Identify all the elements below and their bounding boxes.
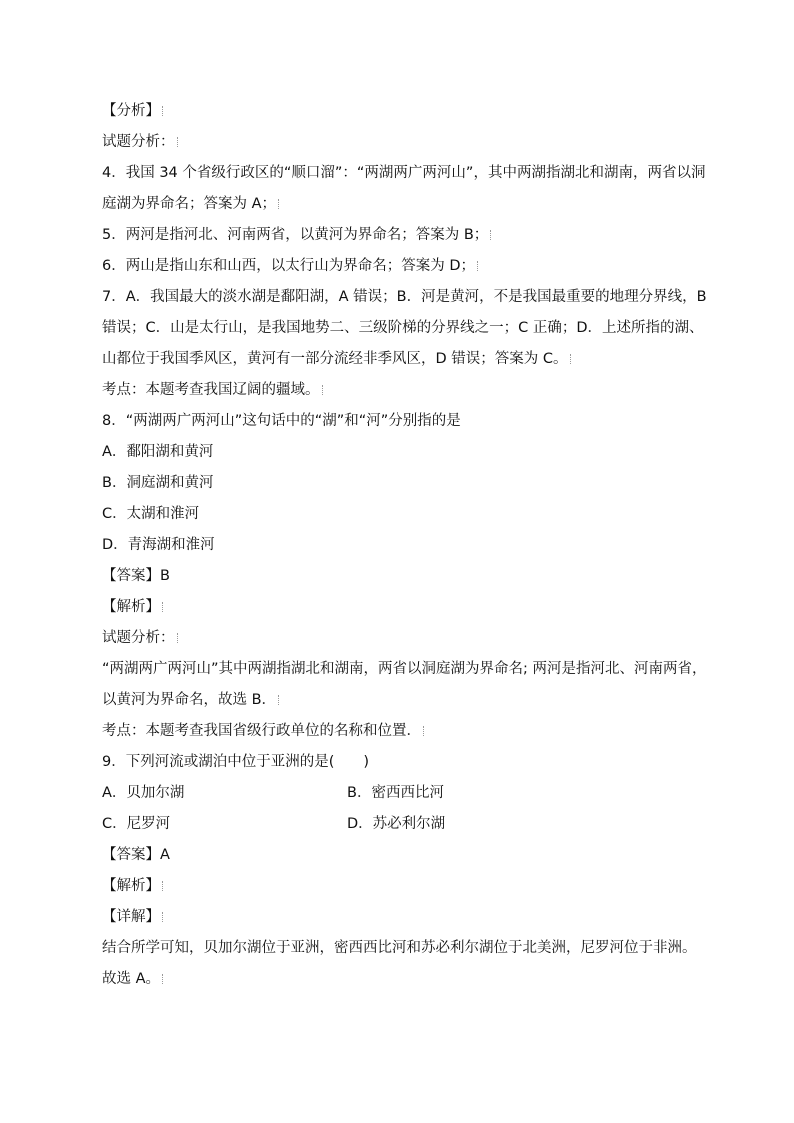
paragraph-mark-icon (162, 106, 169, 116)
explanation-line: 7．A．我国最大的淡水湖是鄱阳湖，A 错误；B．河是黄河，不是我国最重要的地理分界线，B (102, 289, 707, 305)
explanation-line: 5．两河是指河北、河南两省，以黄河为界命名；答案为 B； (102, 220, 762, 251)
analysis-heading: 【分析】 (102, 96, 762, 127)
paragraph-mark-icon (322, 385, 329, 395)
question-9-options-row-1 (102, 778, 762, 809)
paragraph-mark-icon (278, 695, 285, 705)
explanation-line: 结合所学可知，贝加尔湖位于亚洲，密西西比河和苏必利尔湖位于北美洲，尼罗河位于非洲。 (102, 940, 697, 956)
explanation-line: 4．我国 34 个省级行政区的“顺口溜”：“两湖两广两河山”，其中两湖指湖北和湖南，两省以洞 (102, 165, 706, 181)
explanation-line: 庭湖为界命名；答案为 A； (102, 189, 762, 220)
explanation-line: 以黄河为界命名，故选 B． (102, 685, 762, 716)
paragraph-mark-icon (423, 726, 430, 736)
paragraph-mark-icon (162, 602, 169, 612)
question-9-option-c: C．尼罗河 (102, 816, 171, 832)
analysis-label: 试题分析： (102, 127, 762, 158)
question-9-option-b: B．密西西比河 (347, 785, 444, 801)
explanation-line: 错误；C．山是太行山，是我国地势二、三级阶梯的分界线之一；C 正确；D．上述所指的湖、 (102, 320, 704, 336)
paragraph-mark-icon (490, 230, 497, 240)
question-9-stem: 9．下列河流或湖泊中位于亚洲的是( ) (102, 754, 370, 770)
question-9-option-d: D．苏必利尔湖 (347, 816, 446, 832)
explanation-line: “两湖两广两河山”其中两湖指湖北和湖南，两省以洞庭湖为界命名; 两河是指河北、河南两省， (102, 661, 707, 677)
paragraph-mark-icon (162, 912, 169, 922)
xiangjie-heading: 【详解】 (102, 902, 762, 933)
question-8-option-c: C．太湖和淮河 (102, 506, 200, 522)
question-9-options-row-2 (102, 809, 762, 840)
paragraph-mark-icon (162, 881, 169, 891)
analysis-label: 试题分析： (102, 623, 762, 654)
question-8-option-a: A．鄱阳湖和黄河 (102, 444, 214, 460)
paragraph-mark-icon (570, 354, 577, 364)
question-9-option-a: A．贝加尔湖 (102, 785, 185, 801)
paragraph-mark-icon (278, 199, 285, 209)
question-8-option-b: B．洞庭湖和黄河 (102, 475, 214, 491)
document-page (102, 96, 762, 995)
paragraph-mark-icon (162, 974, 169, 984)
explanation-line: 山都位于我国季风区，黄河有一部分流经非季风区，D 错误；答案为 C。 (102, 344, 762, 375)
kaodian-line: 考点：本题考查我国省级行政单位的名称和位置． (102, 716, 762, 747)
kaodian-line: 考点：本题考查我国辽阔的疆域。 (102, 375, 762, 406)
explanation-line: 6．两山是指山东和山西，以太行山为界命名；答案为 D； (102, 251, 762, 282)
paragraph-mark-icon (177, 633, 184, 643)
question-8-option-d: D．青海湖和淮河 (102, 537, 215, 553)
conclusion-line: 故选 A。 (102, 964, 762, 995)
question-8-stem: 8．“两湖两广两河山”这句话中的“湖”和“河”分别指的是 (102, 413, 461, 429)
paragraph-mark-icon (177, 137, 184, 147)
answer-heading: 【答案】A (102, 847, 170, 863)
jiexi-heading: 【解析】 (102, 592, 762, 623)
jiexi-heading: 【解析】 (102, 871, 762, 902)
paragraph-mark-icon (477, 261, 484, 271)
answer-heading: 【答案】B (102, 568, 170, 584)
